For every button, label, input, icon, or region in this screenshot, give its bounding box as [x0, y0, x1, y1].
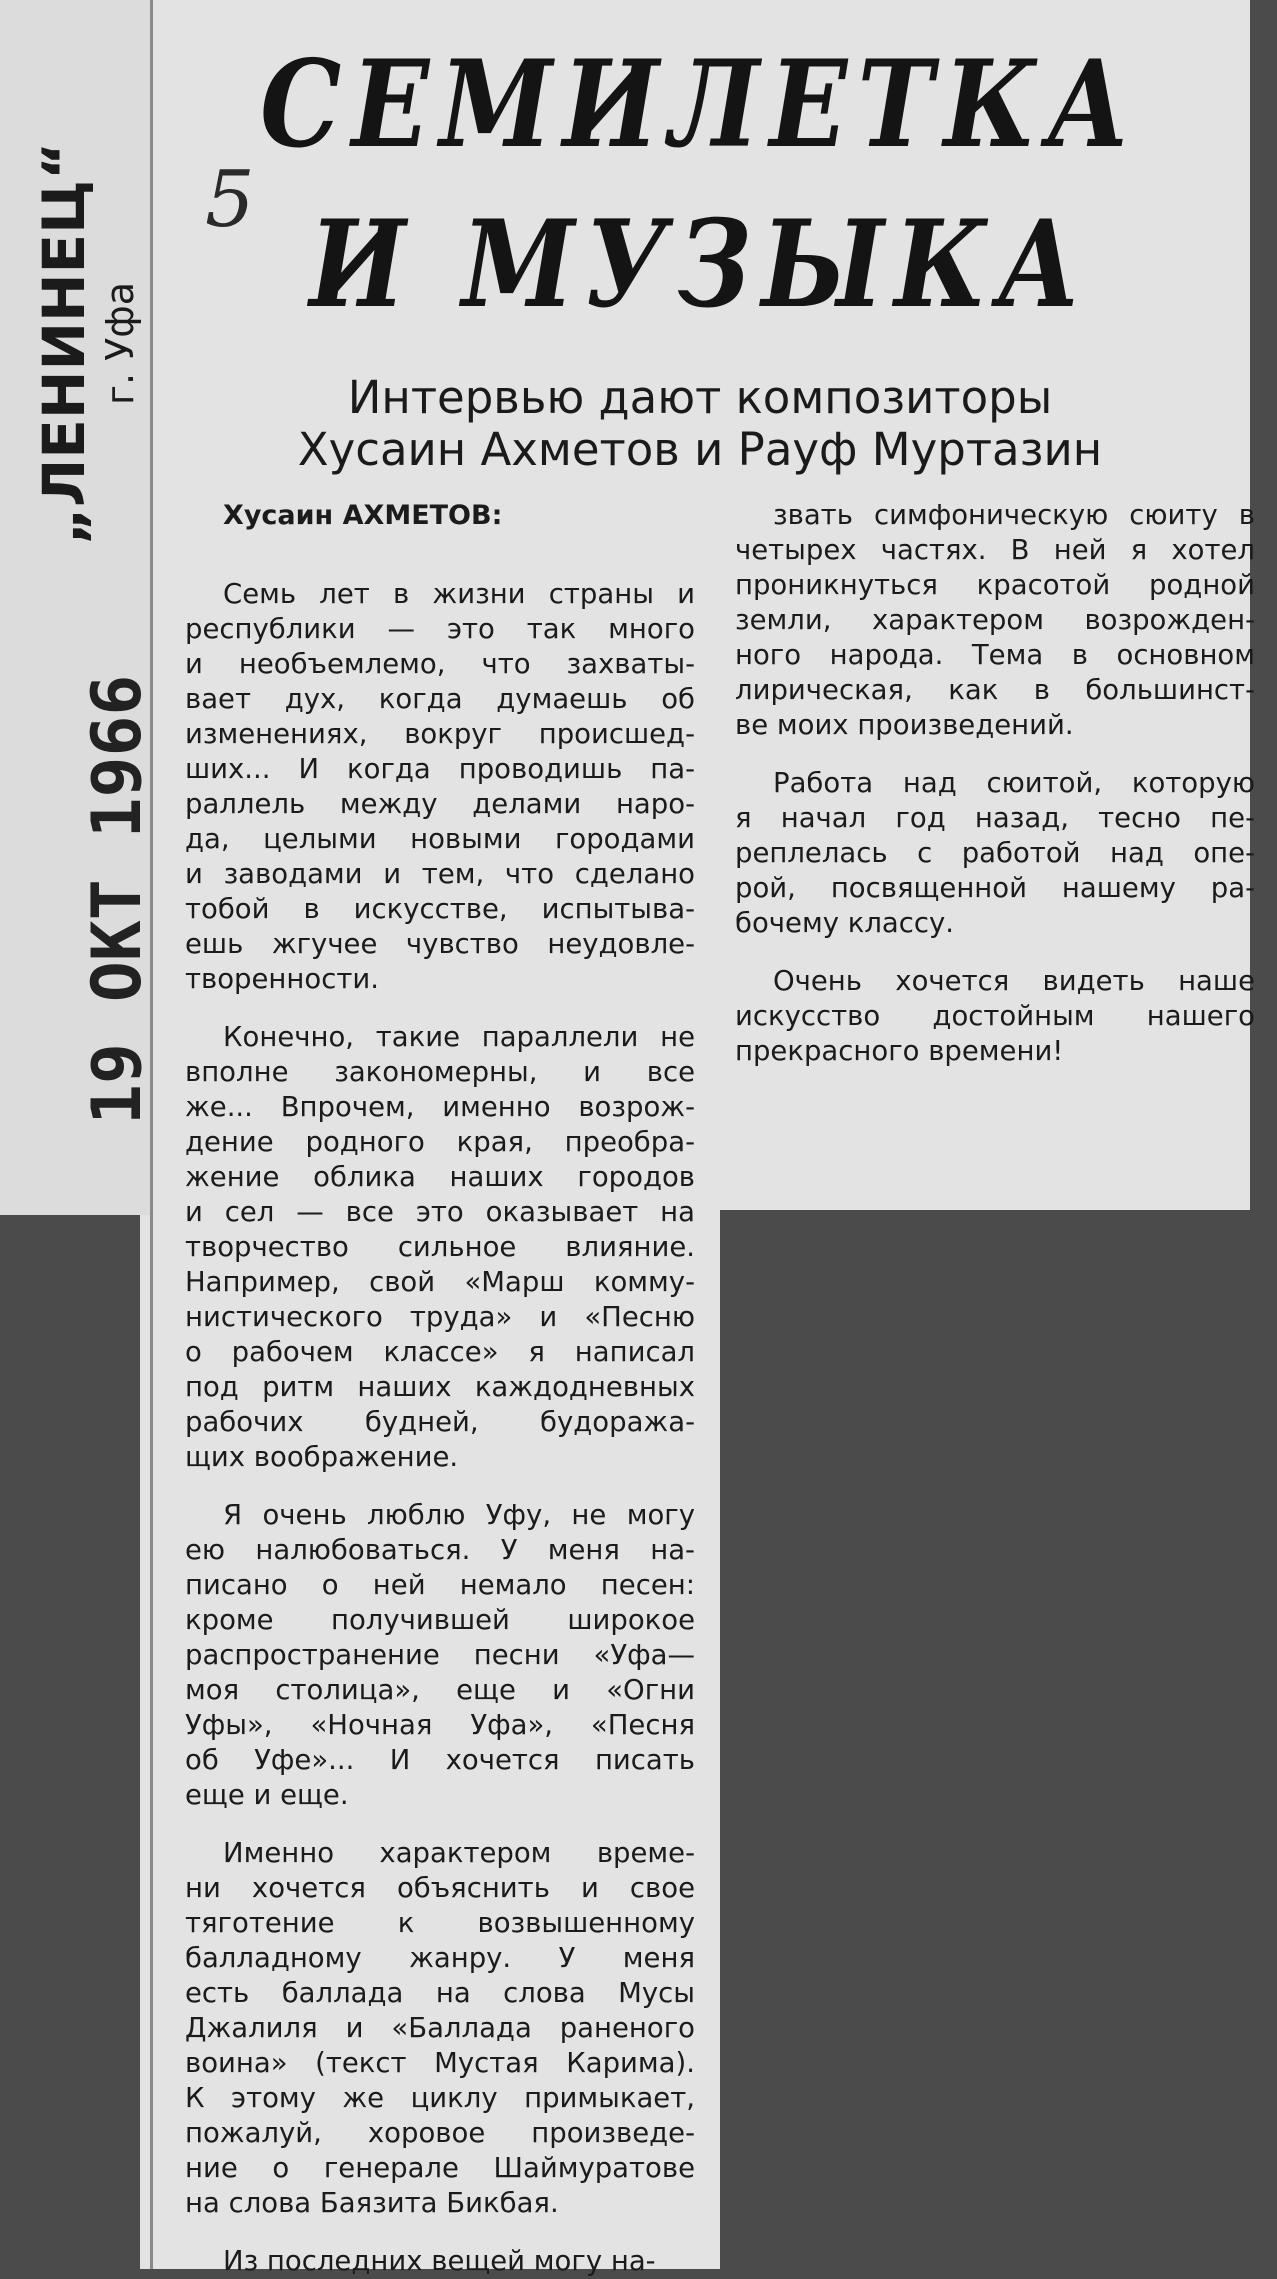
text-line: кроме получившей широкое	[185, 1604, 695, 1636]
text-line: распространение песни «Уфа—	[185, 1639, 695, 1671]
text-line: вполне закономерны, и все	[185, 1056, 695, 1088]
text-line: звать симфоническую сюиту в	[773, 499, 1255, 531]
text-line: четырех частях. В ней я хотел	[735, 534, 1255, 566]
text-line: есть баллада на слова Мусы	[185, 1977, 695, 2009]
article-paragraph	[185, 1020, 695, 1475]
article-paragraph	[735, 498, 1255, 743]
newspaper-name: „ЛЕНИНЕЦ“	[30, 141, 98, 545]
headline-line-2: И МУЗЫКА	[309, 194, 1091, 335]
text-line: тобой в искусстве, испытыва-	[185, 893, 695, 925]
paragraph-gap	[185, 1475, 695, 1498]
article-paragraph	[185, 1836, 695, 2221]
paragraph-gap	[735, 941, 1255, 964]
text-line: дение родного края, преобра-	[185, 1126, 695, 1158]
article-paragraph	[185, 1498, 695, 1813]
text-line: ших... И когда проводишь па-	[185, 753, 695, 785]
text-line: Работа над сюитой, которую	[773, 767, 1255, 799]
paragraph-gap	[185, 1813, 695, 1836]
text-line: воина» (текст Мустая Карима).	[185, 2047, 695, 2079]
text-line: лирическая, как в большинст-	[735, 674, 1255, 706]
subheadline-line-1: Интервью дают композиторы	[347, 371, 1053, 424]
text-line: ного народа. Тема в основном	[735, 639, 1255, 671]
text-line: изменениях, вокруг происшед-	[185, 718, 695, 750]
newspaper-city: г. Уфа	[98, 281, 142, 405]
text-line: и необъемлемо, что захваты-	[185, 648, 695, 680]
text-line: об Уфе»... И хочется писать	[185, 1744, 695, 1776]
text-line: Уфы», «Ночная Уфа», «Песня	[185, 1709, 695, 1741]
right-column-body	[735, 498, 1255, 1069]
text-line: республики — это так много	[185, 613, 695, 645]
text-line: Из последних вещей могу на-	[223, 2245, 656, 2277]
text-line: еще и еще.	[185, 1779, 349, 1811]
text-line: нистического труда» и «Песню	[185, 1301, 695, 1333]
text-line: рабочих будней, будоража-	[185, 1406, 695, 1438]
text-line: раллель между делами наро-	[185, 788, 695, 820]
text-line: прекрасного времени!	[735, 1035, 1064, 1067]
text-line: под ритм наших каждодневных	[185, 1371, 695, 1403]
handwritten-mark: 5	[205, 155, 255, 245]
text-line: ние о генерале Шаймуратове	[185, 2152, 695, 2184]
text-line: щих воображение.	[185, 1441, 459, 1473]
text-line: же... Впрочем, именно возрож-	[185, 1091, 695, 1123]
speaker-name: Хусаин АХМЕТОВ:	[223, 500, 503, 531]
paragraph-gap	[735, 743, 1255, 766]
article-paragraph	[185, 577, 695, 997]
text-line: К этому же циклу примыкает,	[185, 2082, 695, 2114]
paragraph-gap	[185, 2221, 695, 2244]
text-line: жение облика наших городов	[185, 1161, 695, 1193]
date-stamp: 19 ОКТ 1966	[78, 674, 157, 1125]
text-line: Например, свой «Марш комму-	[185, 1266, 695, 1298]
headline-line-1: СЕМИЛЕТКА	[260, 34, 1140, 175]
text-line: ни хочется объяснить и свое	[185, 1872, 695, 1904]
text-line: проникнуться красотой родной	[735, 569, 1255, 601]
text-line: и заводами и тем, что сделано	[185, 858, 695, 890]
text-line: искусство достойным нашего	[735, 1000, 1255, 1032]
text-line: творчество сильное влияние.	[185, 1231, 695, 1263]
text-line: земли, характером возрожден-	[735, 604, 1255, 636]
text-line: ешь жгучее чувство неудовле-	[185, 928, 695, 960]
article-paragraph	[735, 964, 1255, 1069]
text-line: творенности.	[185, 963, 379, 995]
article-left-column	[185, 498, 695, 2279]
text-line: Я очень люблю Уфу, не могу	[223, 1499, 695, 1531]
text-line: Именно характером време-	[223, 1837, 695, 1869]
text-line: реплелась с работой над опе-	[735, 837, 1255, 869]
text-line: Очень хочется видеть наше	[773, 965, 1255, 997]
left-column-body	[185, 577, 695, 2279]
text-line: ве моих произведений.	[735, 709, 1074, 741]
paper-edge	[150, 0, 153, 2269]
text-line: ею налюбоваться. У меня на-	[185, 1534, 695, 1566]
text-line: балладному жанру. У меня	[185, 1942, 695, 1974]
text-line: и сел — все это оказывает на	[185, 1196, 695, 1228]
text-line: пожалуй, хоровое произведе-	[185, 2117, 695, 2149]
article-paragraph	[185, 2244, 695, 2279]
paragraph-gap	[185, 997, 695, 1020]
text-line: моя столица», еще и «Огни	[185, 1674, 695, 1706]
text-line: бочему классу.	[735, 907, 955, 939]
text-line: Джалиля и «Баллада раненого	[185, 2012, 695, 2044]
text-line: вает дух, когда думаешь об	[185, 683, 695, 715]
text-line: Семь лет в жизни страны и	[223, 578, 695, 610]
text-line: на слова Баязита Бикбая.	[185, 2187, 559, 2219]
text-line: я начал год назад, тесно пе-	[735, 802, 1255, 834]
text-line: о рабочем классе» я написал	[185, 1336, 695, 1368]
article-right-column	[735, 498, 1255, 1069]
text-line: да, целыми новыми городами	[185, 823, 695, 855]
article-paragraph	[735, 766, 1255, 941]
subheadline-line-2: Хусаин Ахметов и Рауф Муртазин	[297, 423, 1103, 476]
text-line: тяготение к возвышенному	[185, 1907, 695, 1939]
text-line: писано о ней немало песен:	[185, 1569, 695, 1601]
text-line: рой, посвященной нашему ра-	[735, 872, 1255, 904]
text-line: Конечно, такие параллели не	[223, 1021, 695, 1053]
